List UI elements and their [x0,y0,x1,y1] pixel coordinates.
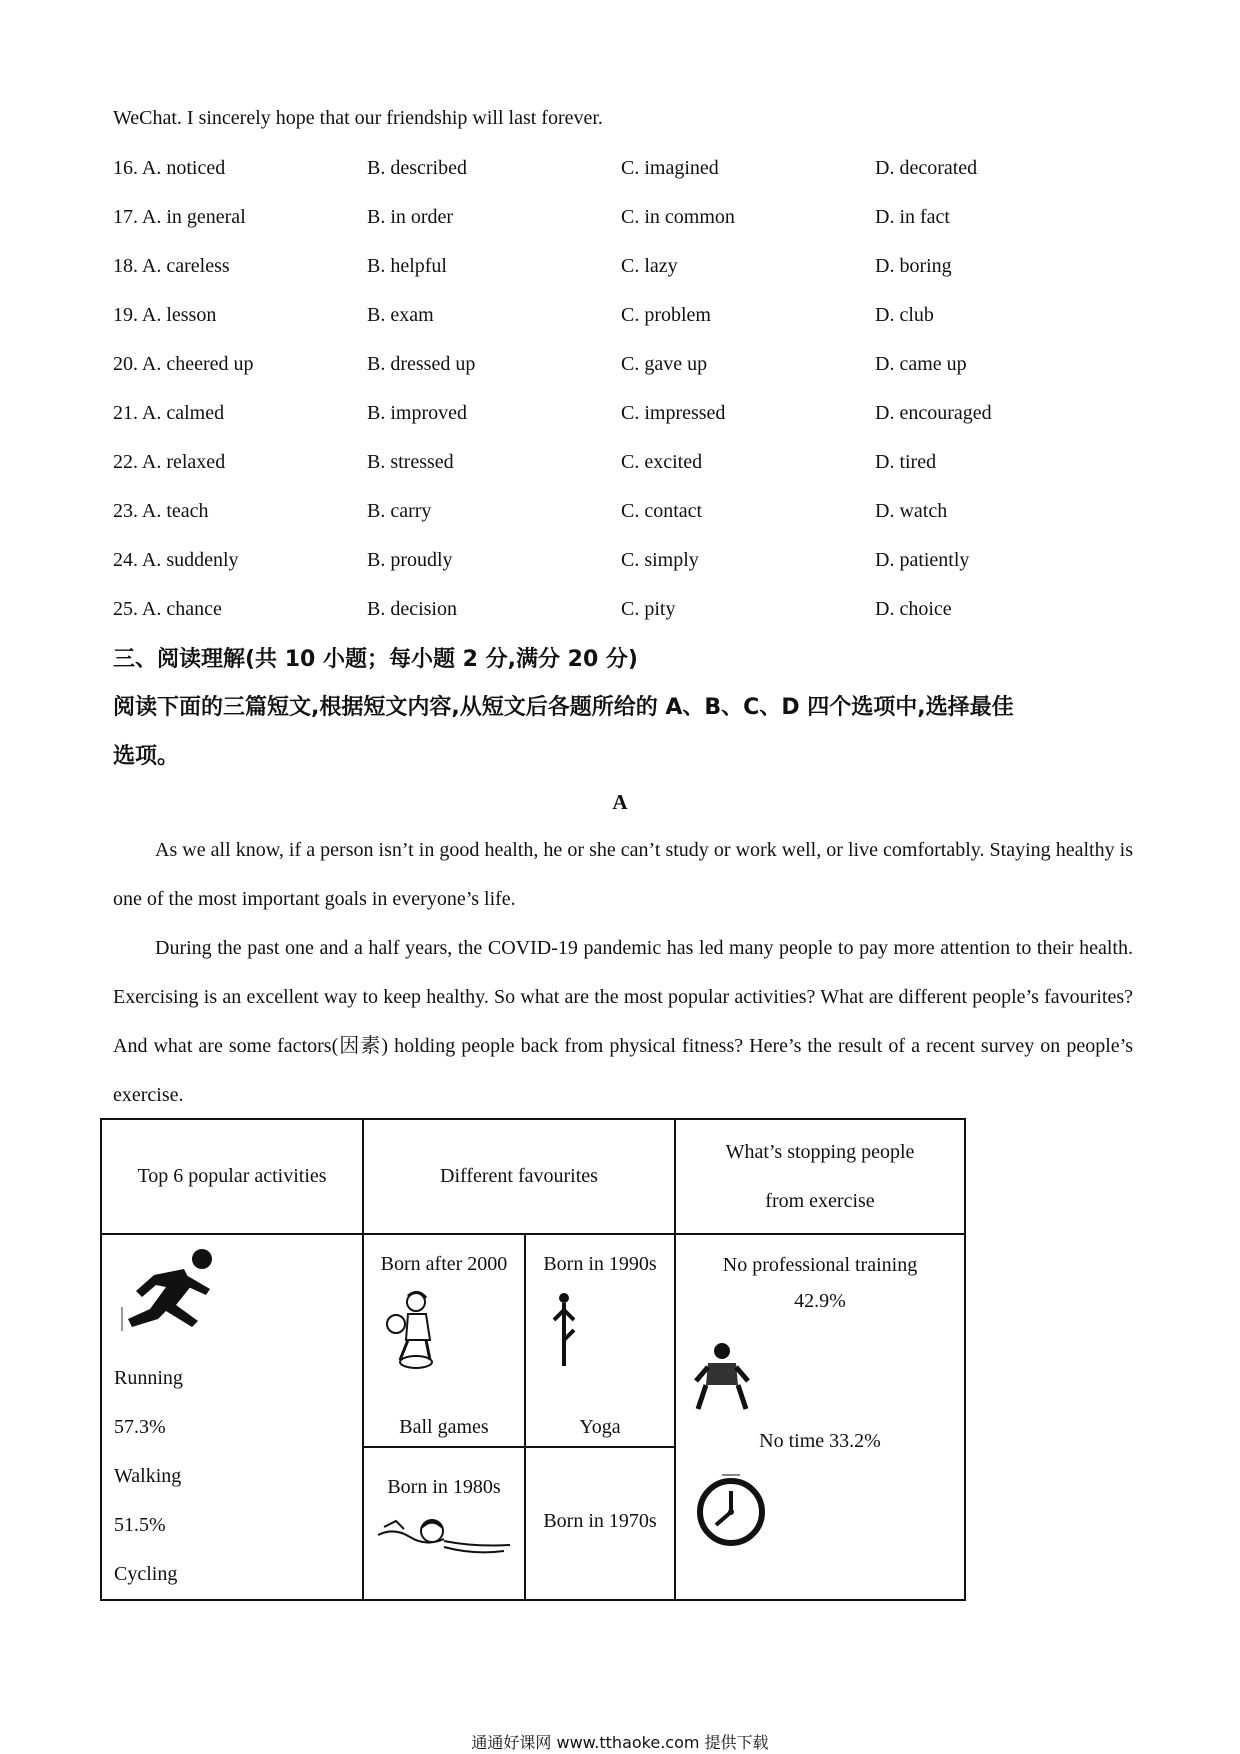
section-title: 三、阅读理解(共 10 小题；每小题 2 分,满分 20 分) [113,647,638,672]
option-row [113,549,1013,579]
passage-paragraph-2 [113,924,1133,1120]
option-d: D. patiently [875,549,970,571]
option-a: 18. A. careless [113,255,230,277]
activities-cell [101,1234,363,1600]
passage-label: A [612,790,628,814]
option-b: B. improved [367,402,467,424]
option-c: C. imagined [621,157,719,179]
training-person-icon [692,1341,752,1413]
footer: 通通好课网 www.tthaoke.com 提供下载 [471,1733,769,1752]
option-row [113,304,1013,334]
header-stopping-line2: from exercise [765,1189,875,1212]
passage-paragraph-1 [113,826,1133,924]
reason-1-pct: 42.9% [794,1290,846,1312]
option-b: B. described [367,157,467,179]
option-d: D. boring [875,255,952,277]
option-b: B. decision [367,598,457,620]
born-1970-label: Born in 1970s [543,1510,657,1533]
option-c: C. pity [621,598,676,620]
header-activities [101,1119,363,1234]
option-b: B. helpful [367,255,447,277]
option-row [113,157,1013,187]
option-d: D. came up [875,353,967,375]
option-c: C. excited [621,451,703,473]
paragraph-2-text: During the past one and a half years, the COVID-19 pandemic has led many people to pay more attention to their health. Exercising is an excellent way to keep healthy. So what are the most popular activities? What are different people’s favourites? And what are some factors(因素) holding people back from physical fitness? Here’s the result of a recent survey on people’s exercise. [113,937,1133,1106]
option-a: 16. A. noticed [113,157,226,179]
paragraph-1-text: As we all know, if a person isn’t in good health, he or she can’t study or work well, or live comfortably. Staying healthy is one of the most important goals in everyone’s life. [113,839,1133,910]
born-1970-cell [525,1447,675,1600]
born-1990-cell [525,1234,675,1447]
option-a: 23. A. teach [113,500,209,522]
option-d: D. tired [875,451,937,473]
option-b: B. stressed [367,451,454,473]
option-row [113,500,1013,530]
option-b: B. dressed up [367,353,476,375]
clock-icon [694,1473,768,1547]
yoga-label: Yoga [579,1416,621,1438]
born-2000-label: Born after 2000 [380,1253,508,1275]
header-stopping-line1: What’s stopping people [725,1140,915,1163]
option-row [113,353,1013,383]
instruction-line-2: 选项。 [113,744,180,769]
header-activities-text: Top 6 popular activities [137,1165,327,1187]
option-b: B. in order [367,206,454,228]
option-a: 20. A. cheered up [113,353,254,375]
option-a: 19. A. lesson [113,304,217,326]
option-a: 25. A. chance [113,598,222,620]
option-c: C. contact [621,500,703,522]
option-row [113,402,1013,432]
intro-line: WeChat. I sincerely hope that our friendship will last forever. [113,107,603,129]
ball-games-icon [378,1290,448,1370]
option-a: 22. A. relaxed [113,451,226,473]
option-row [113,206,1013,236]
born-1980-cell [363,1447,525,1600]
option-c: C. simply [621,549,699,571]
option-a: 17. A. in general [113,206,246,228]
activity-name: Walking [114,1465,182,1487]
option-b: B. carry [367,500,432,522]
activities-list [114,1354,362,1599]
running-person-icon [114,1245,224,1335]
yoga-icon [544,1290,584,1370]
activity-name: Running [114,1367,183,1389]
option-d: D. watch [875,500,948,522]
option-d: D. club [875,304,934,326]
reason-1-label: No professional training [722,1254,918,1276]
activity-name: Cycling [114,1563,178,1585]
activity-pct: 57.3% [114,1416,166,1438]
option-a: 21. A. calmed [113,402,225,424]
instruction-line-1: 阅读下面的三篇短文,根据短文内容,从短文后各题所给的 A、B、C、D 四个选项中,选择最佳 [113,695,1014,720]
swimming-person-icon [374,1507,514,1557]
option-c: C. in common [621,206,735,228]
born-1990-label: Born in 1990s [543,1253,657,1275]
header-stopping [675,1119,965,1234]
born-1980-label: Born in 1980s [387,1476,501,1499]
born-2000-cell [363,1234,525,1447]
activity-pct: 51.5% [114,1514,166,1536]
survey-table [100,1118,966,1601]
option-c: C. problem [621,304,711,326]
stopping-cell [675,1234,965,1600]
reason-2-label: No time 33.2% [759,1430,881,1452]
option-a: 24. A. suddenly [113,549,239,571]
option-d: D. in fact [875,206,950,228]
option-c: C. impressed [621,402,726,424]
header-favourites-text: Different favourites [440,1165,598,1187]
option-d: D. decorated [875,157,978,179]
header-favourites [363,1119,675,1234]
option-row [113,451,1013,481]
option-c: C. lazy [621,255,678,277]
ball-games-label: Ball games [399,1416,489,1438]
option-d: D. encouraged [875,402,992,424]
option-b: B. exam [367,304,434,326]
option-b: B. proudly [367,549,453,571]
option-d: D. choice [875,598,952,620]
option-row [113,255,1013,285]
option-c: C. gave up [621,353,708,375]
option-row [113,598,1013,628]
